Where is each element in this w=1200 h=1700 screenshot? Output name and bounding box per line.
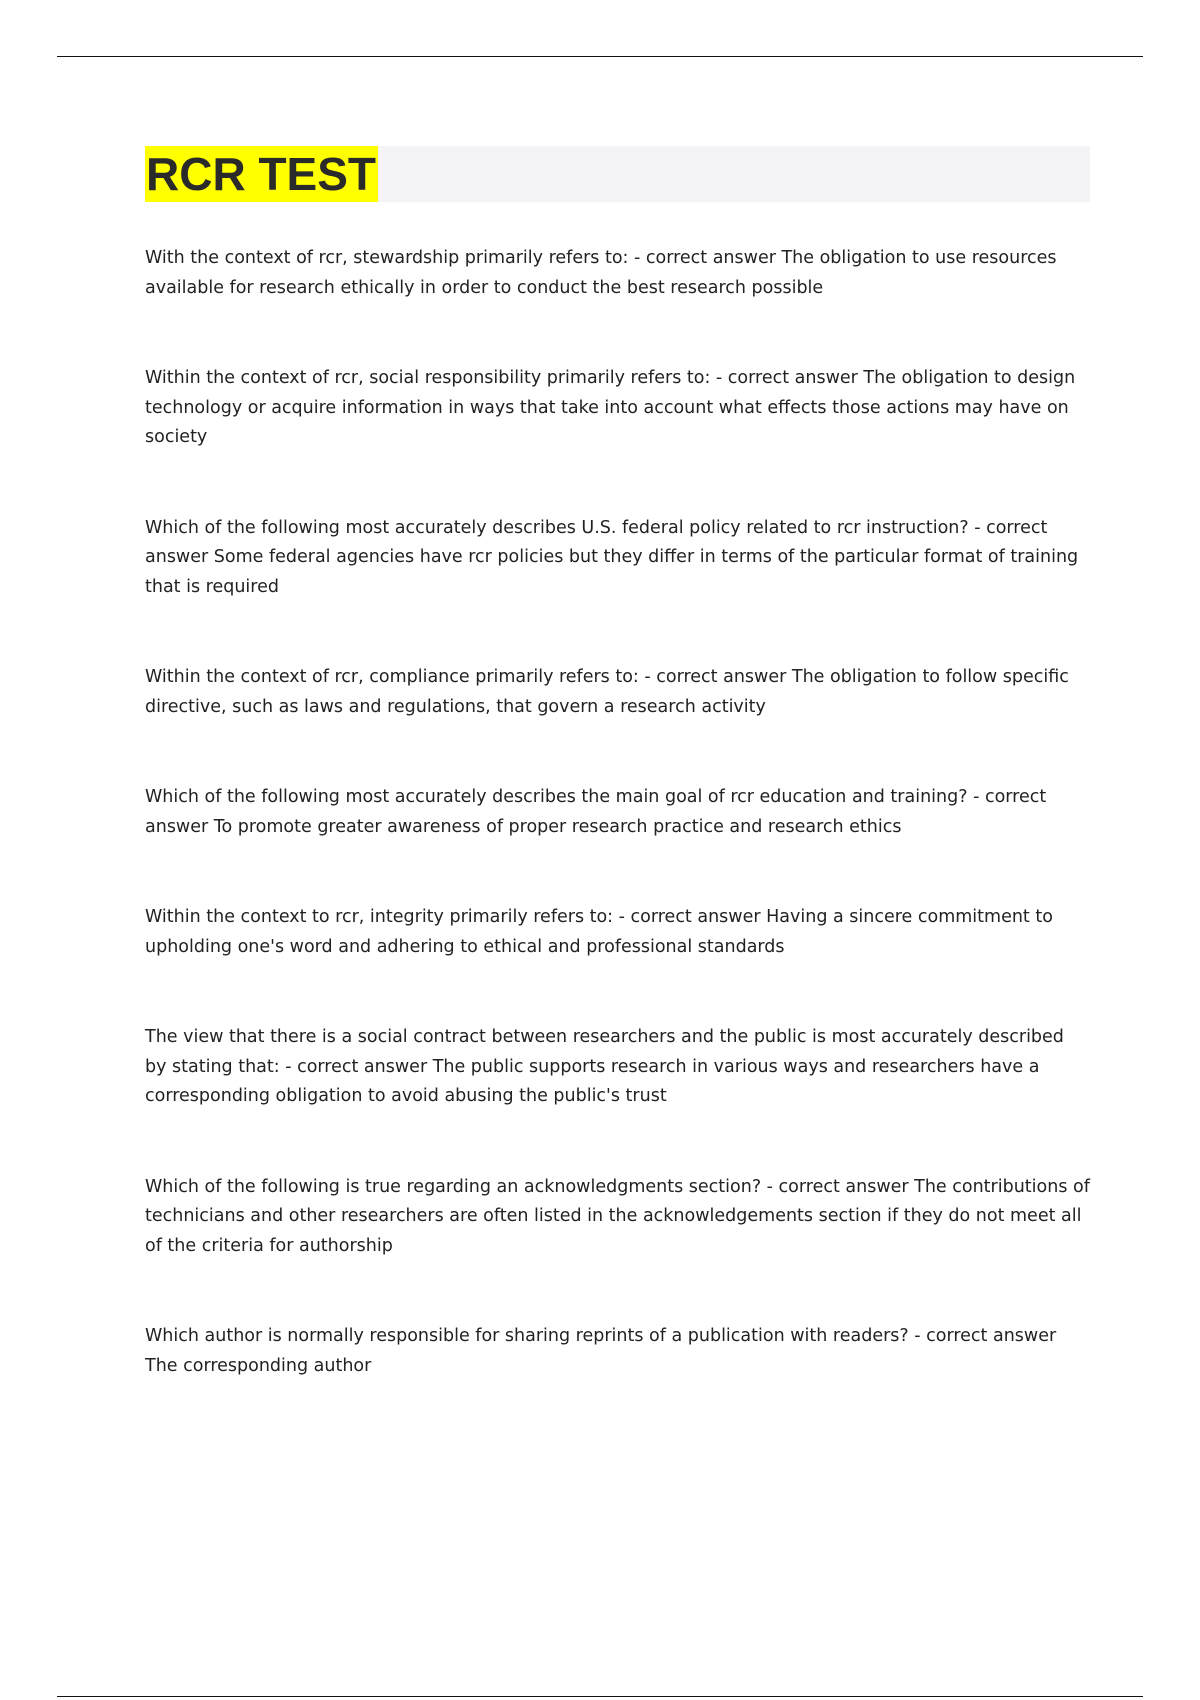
- qa-item: Within the context of rcr, social responsibility primarily refers to: - correct answer The obligation to design technology or acquire information in ways that take into account what effects those actions may have on society: [145, 368, 1076, 447]
- document-title: RCR TEST: [146, 148, 376, 200]
- qa-item: Within the context of rcr, compliance primarily refers to: - correct answer The obligation to follow specific directive, such as laws and regulations, that govern a research activity: [145, 667, 1069, 717]
- title-band: [145, 146, 1090, 202]
- page-bottom-rule: [57, 1696, 1143, 1697]
- qa-item: With the context of rcr, stewardship primarily refers to: - correct answer The obligation to use resources available for research ethically in order to conduct the best research possible: [145, 248, 1057, 298]
- qa-item: Which author is normally responsible for sharing reprints of a publication with readers? - correct answer The corresponding author: [145, 1326, 1057, 1376]
- qa-item: The view that there is a social contract between researchers and the public is most accurately described by stating that: - correct answer The public supports research in various ways and researchers have a corresponding obligation to avoid abusing the public's trust: [145, 1027, 1064, 1106]
- page-top-rule: [57, 56, 1143, 57]
- qa-item: Which of the following most accurately describes U.S. federal policy related to rcr instruction? - correct answer Some federal agencies have rcr policies but they differ in terms of the particular format of training that is required: [145, 517, 1079, 597]
- qa-list: [145, 244, 1090, 1442]
- qa-item: Which of the following most accurately describes the main goal of rcr education and training? - correct answer To promote greater awareness of proper research practice and research ethics: [145, 787, 1047, 837]
- qa-item: Which of the following is true regarding an acknowledgments section? - correct answer The contributions of technicians and other researchers are often listed in the acknowledgements section if they do not meet all of the criteria for authorship: [145, 1176, 1090, 1256]
- qa-item: Within the context to rcr, integrity primarily refers to: - correct answer Having a sincere commitment to upholding one's word and adhering to ethical and professional standards: [145, 907, 1053, 957]
